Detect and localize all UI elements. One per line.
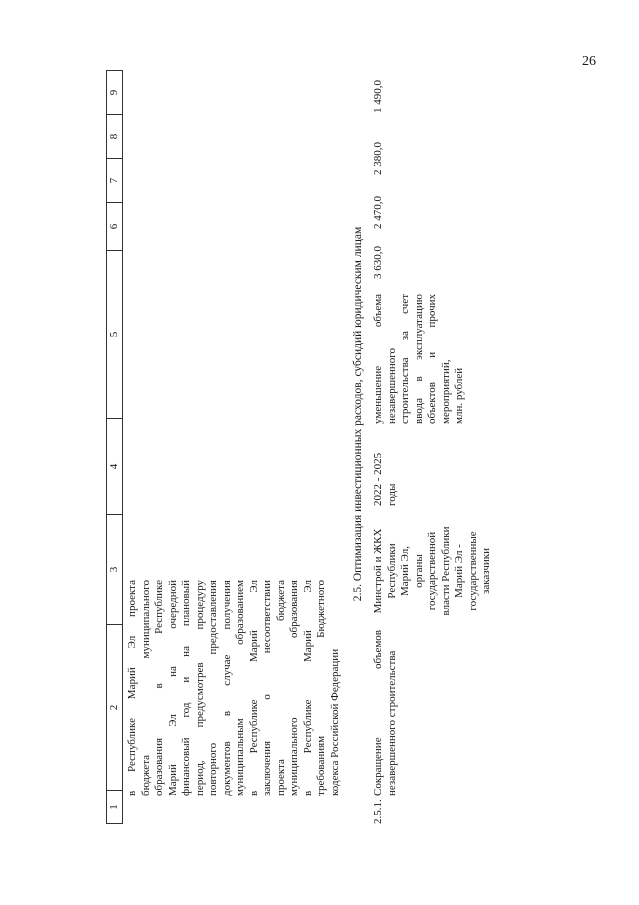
text-line: органы xyxy=(412,554,425,588)
text-line: заказчики xyxy=(480,547,492,595)
text-line: в Республике Марий Эл xyxy=(301,580,314,796)
header-col-3: 3 xyxy=(107,515,122,625)
table-header-row xyxy=(106,70,123,824)
text-line: бюджета муниципального xyxy=(139,580,152,796)
text-line: период, предусмотрев процедуру xyxy=(193,580,206,796)
text-line: незавершенного строительства xyxy=(385,650,398,796)
text-line: млн. рублей xyxy=(453,367,465,424)
text-line: муниципальным образованием xyxy=(234,580,246,796)
text-line: объектов и прочих xyxy=(426,294,438,424)
header-col-9: 9 xyxy=(107,71,122,115)
text-line: государственной xyxy=(426,531,438,611)
header-col-4: 4 xyxy=(107,419,122,515)
text-line: ввода в эксплуатацию xyxy=(412,294,425,424)
continued-measure-text xyxy=(126,580,342,796)
text-line: строительства за счет xyxy=(399,294,411,424)
row-indicator xyxy=(372,294,467,424)
text-line: повторного предоставления xyxy=(207,580,219,796)
header-col-2: 2 xyxy=(107,625,122,791)
text-line: Минстрой и ЖКХ xyxy=(372,528,384,614)
text-line: образования в Республике xyxy=(153,580,165,796)
text-line: годы xyxy=(385,483,398,506)
text-line: Марий Эл - xyxy=(453,544,465,598)
text-line: в Республике Марий Эл проекта xyxy=(126,580,138,796)
row-number: 2.5.1. xyxy=(372,799,384,824)
text-line: заключения о несоответствии xyxy=(261,580,273,796)
row-period xyxy=(372,426,399,506)
text-line: власти Республики xyxy=(439,526,452,616)
text-line: уменьшение объема xyxy=(372,294,384,424)
text-line: Марий Эл на очередной xyxy=(166,580,179,796)
header-col-7: 7 xyxy=(107,159,122,203)
text-line: финансовый год и на плановый xyxy=(180,580,192,796)
text-line: мероприятий, xyxy=(439,359,452,424)
row-responsible xyxy=(372,518,494,624)
row-value-col8: 2 380,0 xyxy=(372,142,384,175)
header-col-1: 1 xyxy=(108,804,120,810)
row-measure xyxy=(372,630,399,796)
text-line: 2022 - 2025 xyxy=(372,452,384,506)
row-value-col6: 3 630,0 xyxy=(372,246,384,279)
header-col-6: 6 xyxy=(107,203,122,251)
section-title: 2.5. Оптимизация инвестиционных расходов, субсидий юридическим лицам xyxy=(352,226,364,602)
text-line: государственные xyxy=(466,531,479,611)
text-line: в Республике Марий Эл xyxy=(247,580,260,796)
page-number: 26 xyxy=(582,54,596,69)
row-value-col9: 1 490,0 xyxy=(372,80,384,113)
header-col-8: 8 xyxy=(107,115,122,159)
text-line: Марий Эл, xyxy=(399,545,411,597)
rotated-table xyxy=(106,70,588,824)
text-line: незавершенного xyxy=(385,347,398,424)
row-value-col7: 2 470,0 xyxy=(372,196,384,229)
text-line: кодекса Российской Федерации xyxy=(328,648,341,796)
text-line: требованиям Бюджетного xyxy=(315,580,327,796)
text-line: проекта бюджета xyxy=(274,580,287,796)
text-line: муниципального образования xyxy=(288,580,300,796)
text-line: Республики xyxy=(385,543,398,599)
text-line: документов в случае получения xyxy=(220,580,233,796)
header-col-5: 5 xyxy=(107,251,122,419)
text-line: Сокращение объемов xyxy=(372,630,384,796)
